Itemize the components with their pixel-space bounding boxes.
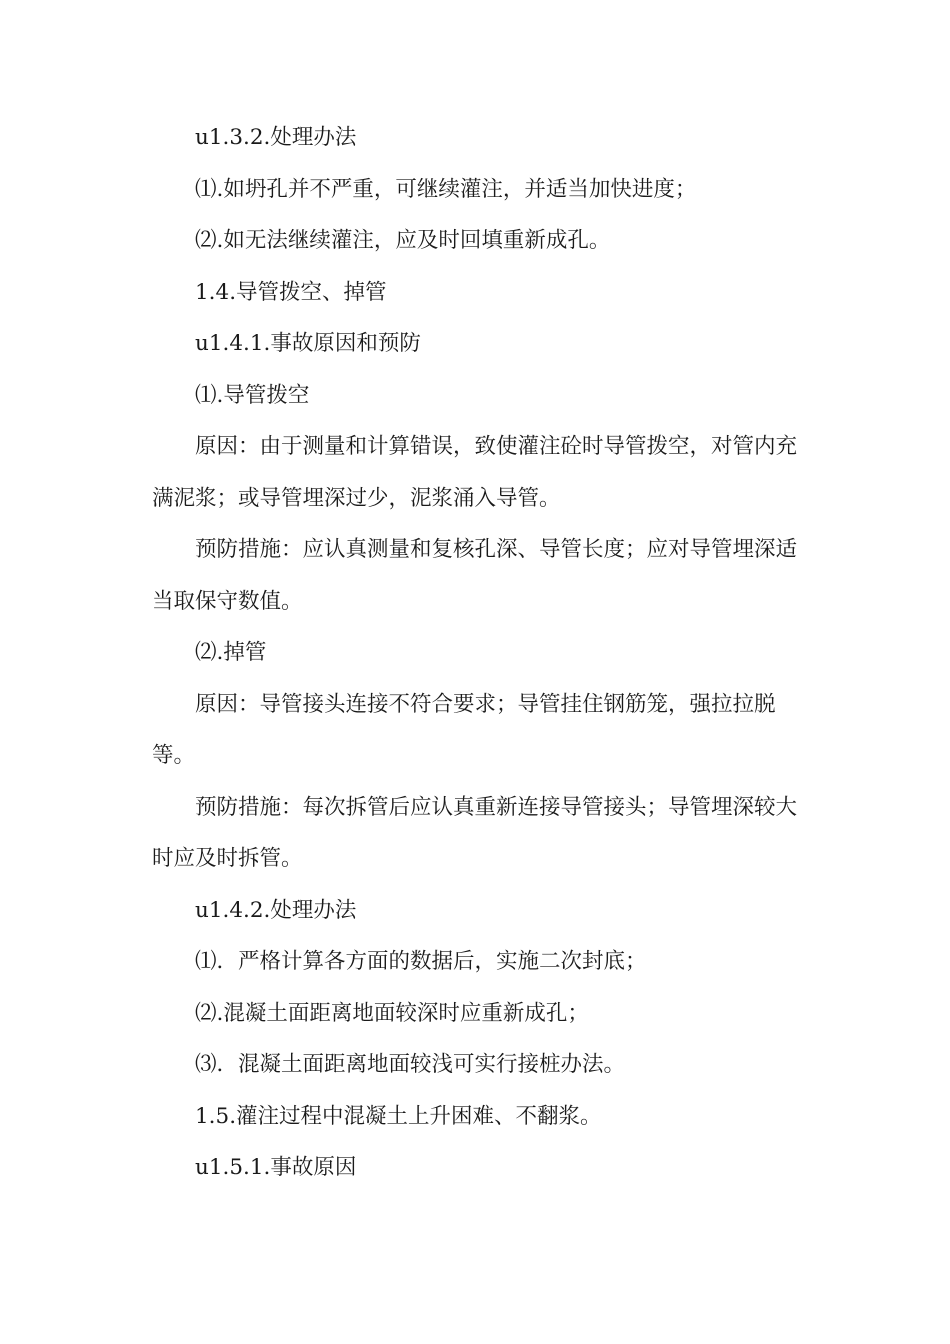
paragraph: 预防措施：每次拆管后应认真重新连接导管接头；导管埋深较大时应及时拆管。	[152, 794, 798, 871]
list-item: ⑶．混凝土面距离地面较浅可实行接桩办法。	[195, 1052, 626, 1077]
paragraph: 原因：由于测量和计算错误，致使灌注砼时导管拨空，对管内充满泥浆；或导管埋深过少，泥浆涌入导管。	[152, 434, 798, 511]
list-item: ⑵.混凝土面距离地面较深时应重新成孔；	[195, 1000, 589, 1026]
document-body	[152, 112, 800, 1194]
heading-1-4-1: u1.4.1.事故原因和预防	[195, 331, 421, 356]
list-item: ⑴.如坍孔并不严重，可继续灌注，并适当加快进度；	[195, 176, 697, 202]
paragraph: 原因：导管接头连接不符合要求；导管挂住钢筋笼，强拉拉脱等。	[152, 691, 776, 768]
heading-1-5: 1.5.灌注过程中混凝土上升困难、不翻浆。	[195, 1103, 602, 1129]
list-item: ⑴.导管拨空	[195, 382, 310, 408]
heading-1-4: 1.4.导管拨空、掉管	[195, 279, 387, 305]
heading-1-4-2: u1.4.2.处理办法	[195, 897, 357, 923]
heading-1-5-1: u1.5.1.事故原因	[195, 1155, 357, 1180]
list-item: ⑵.掉管	[195, 640, 267, 665]
list-item: ⑵.如无法继续灌注，应及时回填重新成孔。	[195, 228, 611, 253]
list-item: ⑴．严格计算各方面的数据后，实施二次封底；	[195, 949, 647, 974]
heading-1-3-2: u1.3.2.处理办法	[195, 125, 357, 150]
paragraph: 预防措施：应认真测量和复核孔深、导管长度；应对导管埋深适当取保守数值。	[152, 537, 798, 614]
